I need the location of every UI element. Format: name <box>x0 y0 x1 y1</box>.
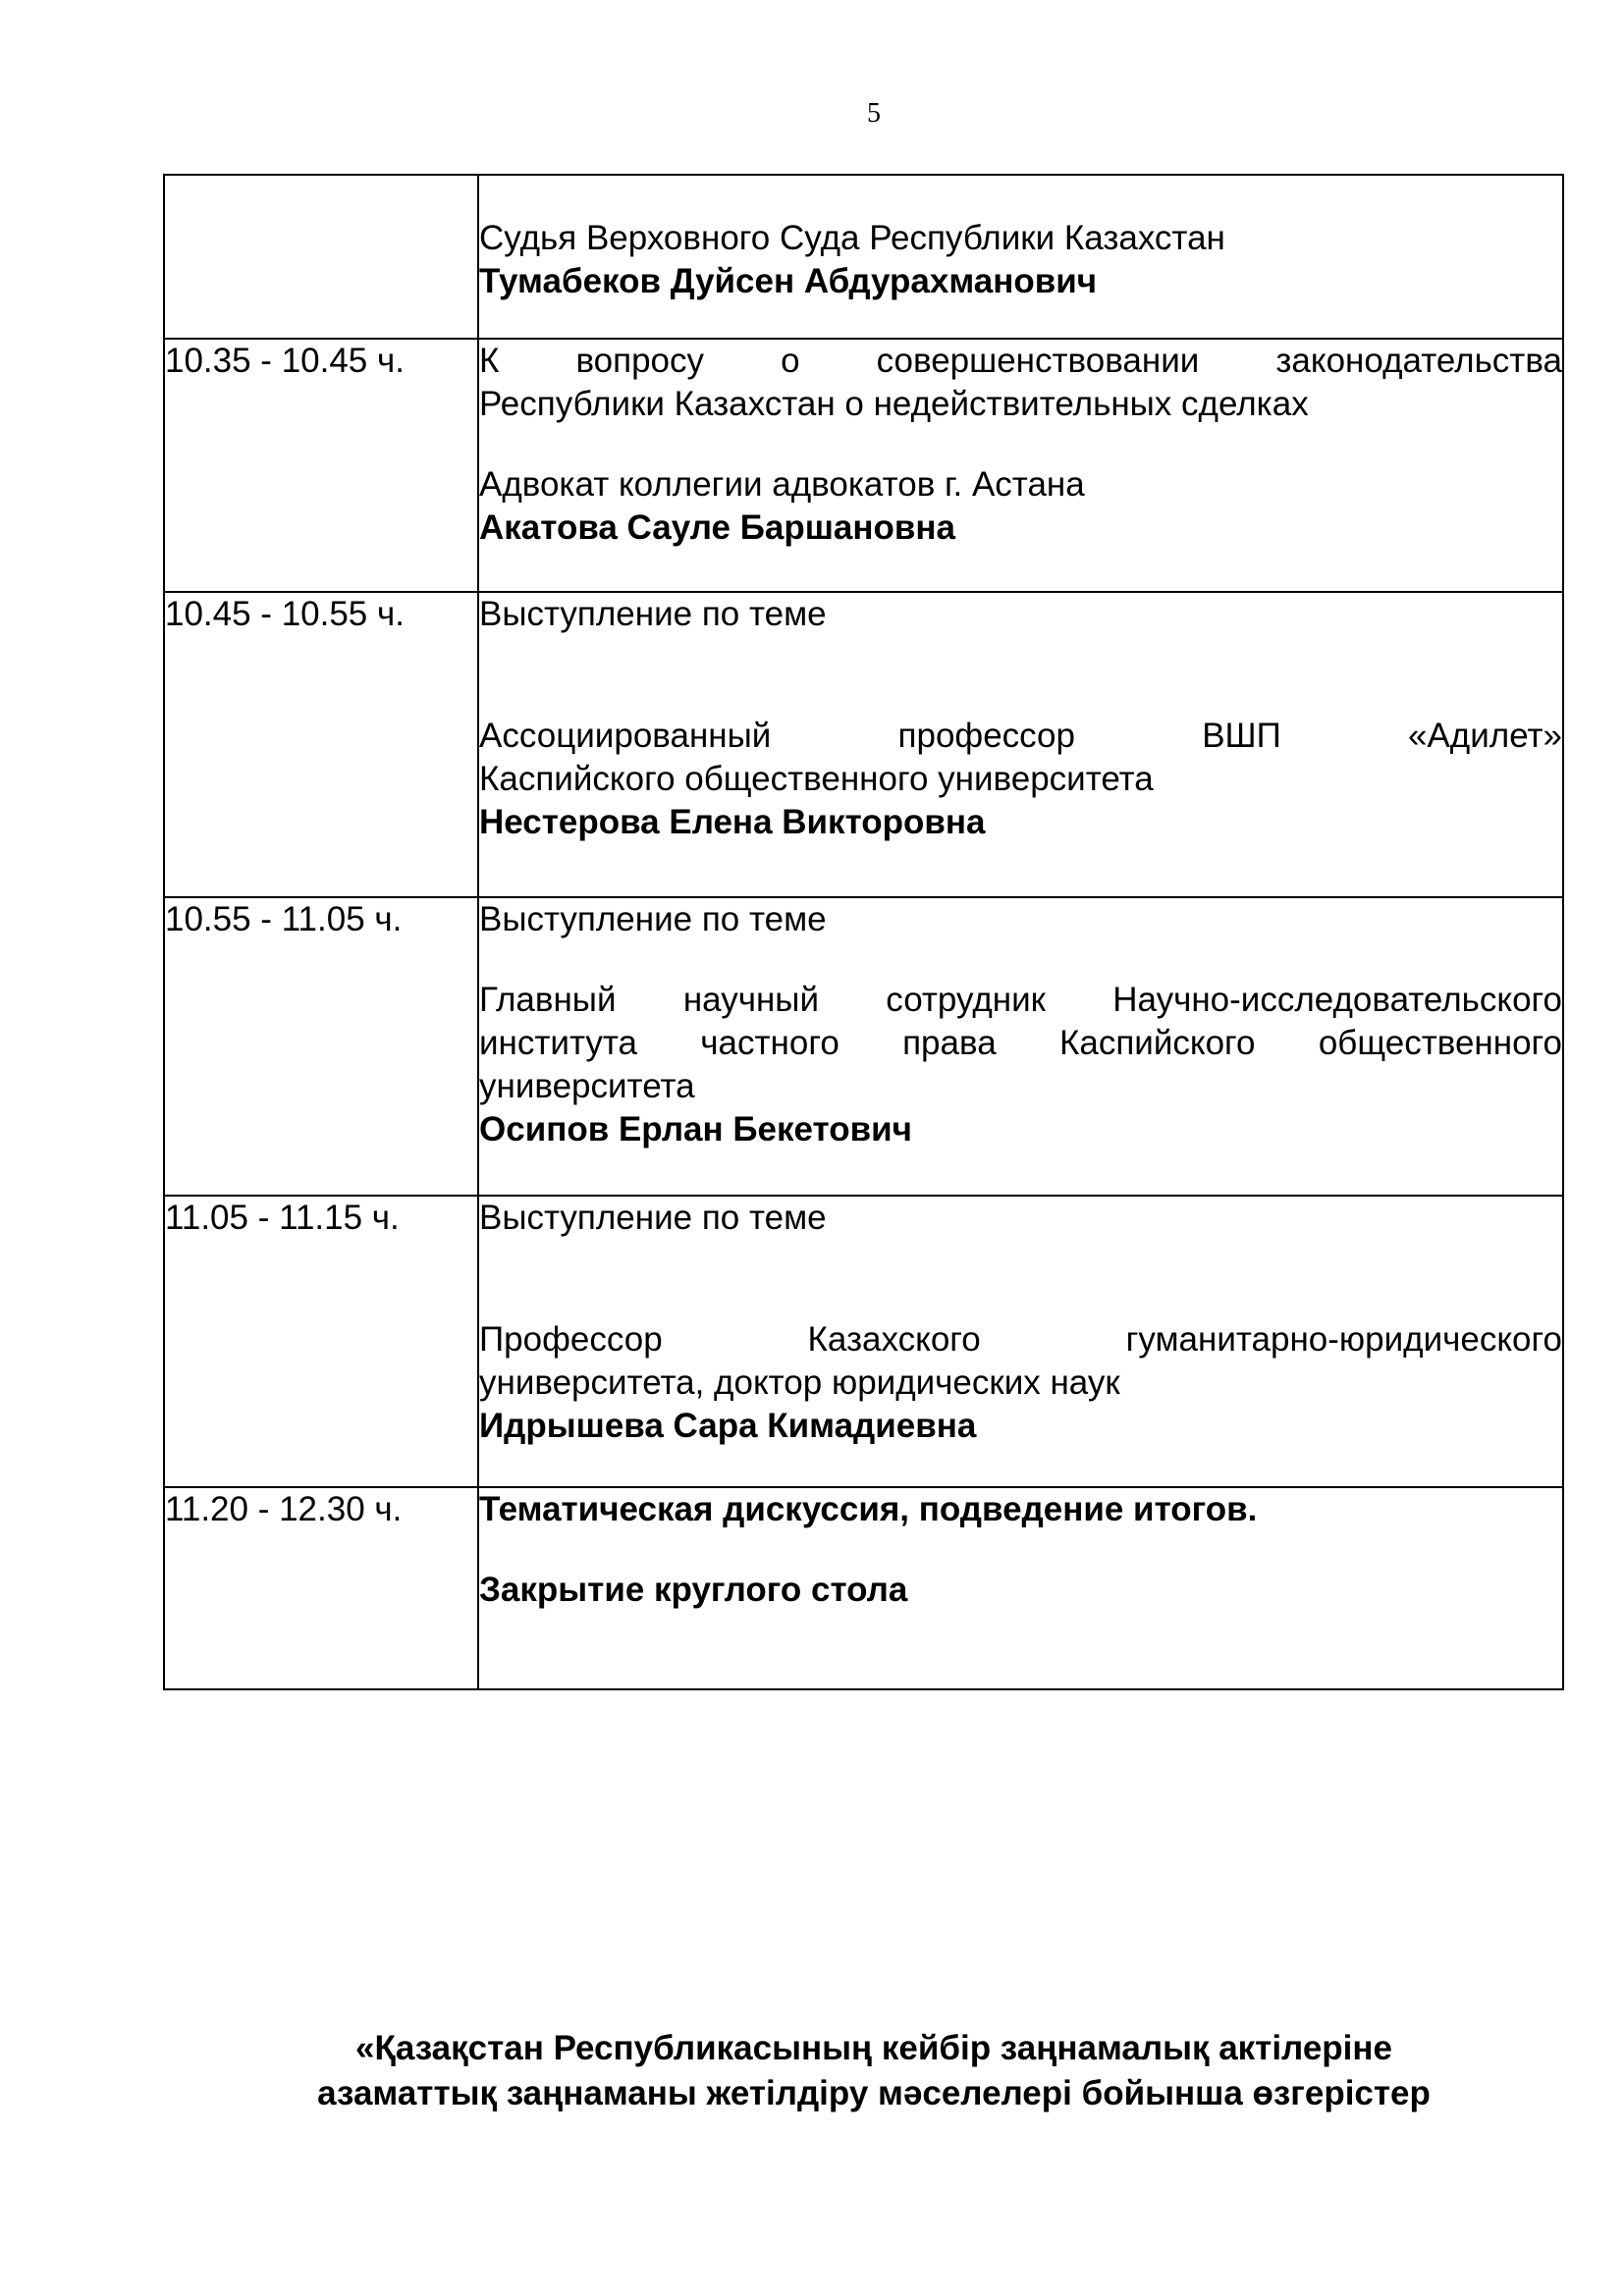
table-row <box>164 897 1563 1196</box>
time-cell: 10.35 - 10.45 ч. <box>164 339 478 592</box>
topic-title: К вопросу о совершенствовании законодательства <box>479 342 1562 380</box>
speaker-position: института частного права Каспийского общественного <box>479 1024 1562 1062</box>
document-title <box>0 2026 1624 2116</box>
document-title-line: «Қазақстан Республикасының кейбір заңнамалық актілеріне <box>355 2029 1392 2067</box>
closing-text: Закрытие круглого стола <box>479 1571 908 1609</box>
time-cell: 10.55 - 11.05 ч. <box>164 897 478 1196</box>
discussion-text: Тематическая дискуссия, подведение итогов. <box>479 1490 1258 1528</box>
content-cell <box>478 175 1563 339</box>
content-cell <box>478 339 1563 592</box>
speaker-name: Нестерова Елена Викторовна <box>479 803 986 841</box>
time-cell: 11.05 - 11.15 ч. <box>164 1196 478 1487</box>
time-cell: 10.45 - 10.55 ч. <box>164 592 478 897</box>
table-row <box>164 592 1563 897</box>
time-cell <box>164 175 478 339</box>
table-row <box>164 1487 1563 1689</box>
document-title-line: азаматтық заңнаманы жетілдіру мәселелері бойынша өзгерістер <box>317 2074 1431 2112</box>
speaker-name: Акатова Сауле Баршановна <box>479 508 955 547</box>
topic-title: Выступление по теме <box>479 900 827 938</box>
speaker-position: Каспийского общественного университета <box>479 760 1154 798</box>
topic-title: Выступление по теме <box>479 1199 827 1237</box>
table-row <box>164 339 1563 592</box>
speaker-name: Тумабеков Дуйсен Абдурахманович <box>479 262 1098 300</box>
content-cell <box>478 592 1563 897</box>
table-row <box>164 175 1563 339</box>
speaker-name: Идрышева Сара Кимадиевна <box>479 1407 977 1445</box>
speaker-name: Осипов Ерлан Бекетович <box>479 1110 912 1148</box>
speaker-position: университета <box>479 1067 695 1105</box>
content-cell <box>478 897 1563 1196</box>
content-cell <box>478 1487 1563 1689</box>
speaker-position: Главный научный сотрудник Научно-исследовательского <box>479 981 1562 1019</box>
speaker-position: Судья Верховного Суда Республики Казахстан <box>479 219 1225 257</box>
table-row <box>164 1196 1563 1487</box>
agenda-table <box>163 174 1564 1690</box>
content-cell <box>478 1196 1563 1487</box>
speaker-position: университета, доктор юридических наук <box>479 1363 1120 1402</box>
speaker-position: Профессор Казахского гуманитарно-юридического <box>479 1320 1562 1359</box>
page-number: 5 <box>867 98 881 129</box>
speaker-position: Ассоциированный профессор ВШП «Адилет» <box>479 717 1562 755</box>
topic-title: Республики Казахстан о недействительных сделках <box>479 385 1309 423</box>
time-cell: 11.20 - 12.30 ч. <box>164 1487 478 1689</box>
topic-title: Выступление по теме <box>479 595 827 633</box>
speaker-position: Адвокат коллегии адвокатов г. Астана <box>479 465 1085 504</box>
